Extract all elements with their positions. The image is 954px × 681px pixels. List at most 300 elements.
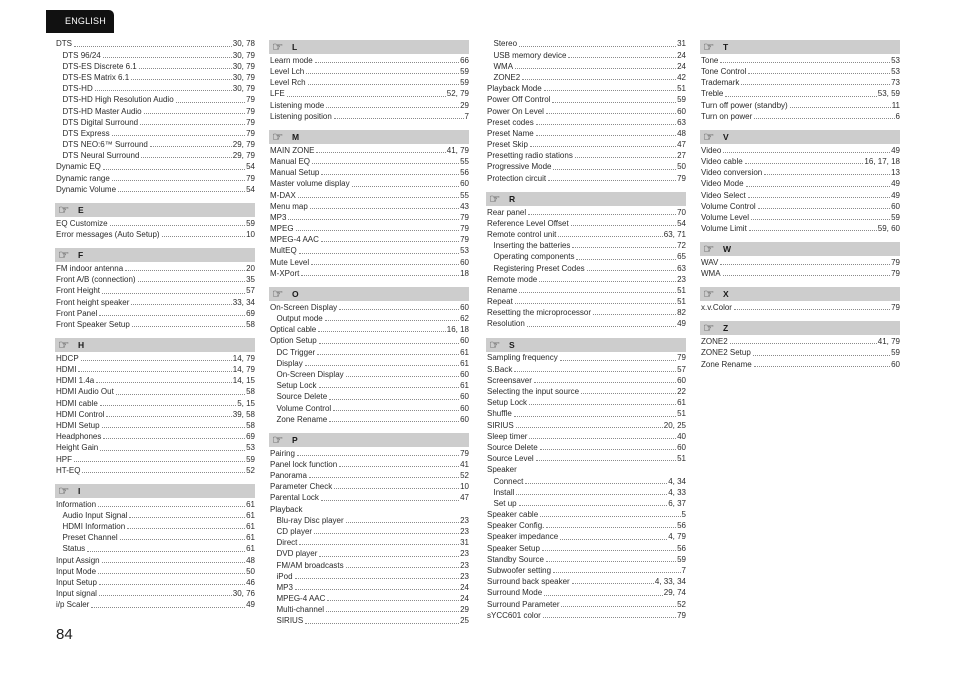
entry-label: Volume Level	[701, 212, 750, 222]
dot-leader	[297, 448, 459, 456]
dot-leader	[87, 543, 245, 551]
entry-page-numbers: 27	[677, 151, 686, 161]
dot-leader	[352, 178, 460, 186]
entry-page-numbers: 41, 79	[446, 145, 469, 155]
dot-leader	[758, 201, 890, 209]
dot-leader	[741, 77, 890, 85]
dot-leader	[529, 431, 676, 439]
entry-label: Protection circuit	[487, 173, 547, 183]
index-entry	[487, 520, 686, 531]
entry-page-numbers: 5, 15	[237, 398, 255, 408]
section-letter: E	[78, 204, 84, 215]
index-entry	[487, 610, 686, 621]
entry-page-numbers: 79	[891, 258, 900, 268]
dot-leader	[176, 94, 245, 102]
index-entry	[270, 481, 469, 492]
entry-label: DTS Neural Surround	[62, 151, 140, 161]
section-header	[700, 40, 900, 54]
index-entry	[56, 454, 255, 465]
dot-leader	[514, 364, 676, 372]
index-entry	[270, 302, 469, 313]
dot-leader	[325, 313, 459, 321]
entry-page-numbers: 53	[891, 55, 900, 65]
dot-leader	[310, 201, 459, 209]
entry-label: Trademark	[701, 78, 740, 88]
entry-page-numbers: 61	[677, 398, 686, 408]
entry-page-numbers: 7	[681, 566, 686, 576]
entry-label: MP3	[276, 582, 293, 592]
entry-page-numbers: 59	[891, 348, 900, 358]
index-entry	[487, 408, 686, 419]
index-entry	[487, 94, 686, 105]
index-entry	[701, 223, 900, 234]
dot-leader	[103, 431, 245, 439]
section-letter: X	[723, 289, 729, 300]
entry-label: HDMI cable	[56, 398, 98, 408]
section-header	[269, 130, 469, 144]
dot-leader	[540, 509, 680, 517]
dot-leader	[102, 555, 246, 563]
dot-leader	[568, 50, 676, 58]
index-entry	[701, 77, 900, 88]
dot-leader	[723, 145, 890, 153]
dot-leader	[528, 207, 676, 215]
index-entry	[56, 285, 255, 296]
dot-leader	[720, 257, 890, 265]
entry-page-numbers: 79	[460, 224, 469, 234]
entry-label: Speaker impedance	[487, 532, 559, 542]
entry-label: HDMI	[56, 365, 77, 375]
index-entry	[487, 543, 686, 554]
index-entry	[270, 190, 469, 201]
entry-label: Rear panel	[487, 207, 527, 217]
entry-label: Preset Skip	[487, 140, 528, 150]
dot-leader	[91, 599, 245, 607]
section-header	[700, 242, 900, 256]
entry-label: S.Back	[487, 364, 513, 374]
entry-label: Input signal	[56, 589, 97, 599]
entry-label: DTS-ES Discrete 6.1	[62, 61, 137, 71]
index-entry	[701, 167, 900, 178]
entry-label: Level Rch	[270, 78, 306, 88]
entry-label: DTS	[56, 39, 72, 49]
entry-page-numbers: 20	[246, 263, 255, 273]
entry-label: MPEG-4 AAC	[270, 235, 319, 245]
entry-page-numbers: 23	[460, 515, 469, 525]
index-subentry	[270, 347, 469, 358]
dot-leader	[534, 375, 676, 383]
entry-label: WAV	[701, 258, 719, 268]
entry-label: Height Gain	[56, 443, 99, 453]
dot-leader	[516, 420, 663, 428]
section-header	[700, 130, 900, 144]
dot-leader	[298, 190, 459, 198]
entry-label: Input Setup	[56, 578, 97, 588]
dot-leader	[96, 375, 232, 383]
entry-page-numbers: 31	[677, 39, 686, 49]
entry-label: Parental Lock	[270, 493, 319, 503]
dot-leader	[319, 380, 460, 388]
entry-label: Source Delete	[487, 442, 538, 452]
entry-label: Remote mode	[487, 274, 538, 284]
entry-label: Speaker	[487, 465, 517, 475]
entry-page-numbers: 14, 15	[232, 376, 255, 386]
pointing-hand-icon	[703, 321, 718, 335]
entry-page-numbers: 79	[677, 353, 686, 363]
dot-leader	[100, 442, 245, 450]
entry-label: sYCC601 color	[487, 610, 541, 620]
dot-leader	[542, 543, 676, 551]
entry-label: Tone Control	[701, 67, 747, 77]
index-entry	[487, 296, 686, 307]
dot-leader	[572, 576, 654, 584]
pointing-hand-icon	[489, 192, 504, 206]
dot-leader	[102, 420, 246, 428]
index-column	[701, 38, 900, 369]
dot-leader	[321, 234, 459, 242]
entry-label: Volume Limit	[701, 224, 747, 234]
entry-label: Video	[701, 145, 722, 155]
index-subentry	[56, 521, 255, 532]
entry-page-numbers: 82	[677, 308, 686, 318]
entry-label: Set up	[493, 498, 517, 508]
index-subentry	[56, 50, 255, 61]
entry-page-numbers: 30, 76	[232, 589, 255, 599]
entry-label: Selecting the input source	[487, 387, 580, 397]
index-entry	[270, 245, 469, 256]
entry-label: WMA	[493, 61, 514, 71]
dot-leader	[316, 145, 445, 153]
dot-leader	[162, 229, 245, 237]
entry-label: M-XPort	[270, 268, 300, 278]
entry-page-numbers: 60	[460, 179, 469, 189]
section-letter: P	[292, 434, 298, 445]
entry-page-numbers: 40	[677, 431, 686, 441]
section-letter: O	[292, 288, 299, 299]
entry-page-numbers: 65	[677, 252, 686, 262]
entry-label: DTS 96/24	[62, 50, 101, 60]
index-column	[487, 38, 686, 621]
index-entry	[487, 128, 686, 139]
dot-leader	[296, 223, 460, 231]
index-subentry	[487, 72, 686, 83]
dot-leader	[560, 352, 676, 360]
dot-leader	[295, 582, 459, 590]
entry-label: x.v.Color	[701, 303, 732, 313]
pointing-hand-icon	[703, 242, 718, 256]
entry-page-numbers: 4, 34	[668, 476, 686, 486]
index-entry	[56, 173, 255, 184]
dot-leader	[576, 251, 676, 259]
entry-page-numbers: 31	[460, 538, 469, 548]
entry-label: MP3	[270, 212, 287, 222]
index-entry	[487, 318, 686, 329]
dot-leader	[326, 100, 459, 108]
index-entry	[701, 347, 900, 358]
entry-page-numbers: 70	[677, 207, 686, 217]
entry-page-numbers: 41	[460, 459, 469, 469]
dot-leader	[544, 587, 663, 595]
entry-label: HDMI 1.4a	[56, 376, 95, 386]
index-entry	[270, 156, 469, 167]
entry-label: Playback	[270, 504, 303, 514]
dot-leader	[530, 139, 676, 147]
entry-label: Operating components	[493, 252, 575, 262]
entry-label: DTS-HD High Resolution Audio	[62, 95, 174, 105]
entry-page-numbers: 49	[891, 190, 900, 200]
entry-page-numbers: 50	[677, 162, 686, 172]
entry-label: Reference Level Offset	[487, 218, 569, 228]
index-entry	[487, 464, 686, 475]
index-entry	[56, 297, 255, 308]
dot-leader	[561, 599, 676, 607]
entry-label: MultEQ	[270, 246, 297, 256]
index-entry	[487, 218, 686, 229]
entry-page-numbers: 59, 60	[877, 224, 900, 234]
dot-leader	[144, 106, 245, 114]
entry-page-numbers: 43	[460, 201, 469, 211]
entry-label: DC Trigger	[276, 347, 316, 357]
dot-leader	[723, 268, 891, 276]
entry-label: Direct	[276, 538, 298, 548]
dot-leader	[754, 359, 890, 367]
dot-leader	[287, 88, 446, 96]
dot-leader	[514, 408, 676, 416]
index-entry	[56, 398, 255, 409]
dot-leader	[103, 161, 245, 169]
index-entry	[56, 353, 255, 364]
index-entry	[56, 420, 255, 431]
index-subentry	[270, 582, 469, 593]
entry-page-numbers: 60	[460, 302, 469, 312]
dot-leader	[546, 106, 676, 114]
index-entry	[487, 352, 686, 363]
dot-leader	[593, 307, 676, 315]
dot-leader	[312, 156, 459, 164]
pointing-hand-icon	[272, 130, 287, 144]
index-entry	[56, 599, 255, 610]
index-subentry	[56, 128, 255, 139]
dot-leader	[790, 100, 891, 108]
entry-page-numbers: 29, 74	[663, 588, 686, 598]
entry-label: DVD player	[276, 549, 318, 559]
entry-page-numbers: 79	[246, 95, 255, 105]
entry-label: Multi-channel	[276, 605, 325, 615]
dot-leader	[129, 510, 245, 518]
index-entry	[56, 263, 255, 274]
dot-leader	[139, 61, 232, 69]
index-entry	[56, 588, 255, 599]
index-subentry	[56, 543, 255, 554]
entry-page-numbers: 23	[677, 274, 686, 284]
index-entry	[270, 223, 469, 234]
index-subentry	[487, 476, 686, 487]
index-subentry	[56, 117, 255, 128]
pointing-hand-icon	[272, 433, 287, 447]
entry-page-numbers: 60	[891, 359, 900, 369]
entry-label: Zone Rename	[701, 359, 752, 369]
entry-page-numbers: 22	[677, 387, 686, 397]
dot-leader	[319, 335, 459, 343]
index-entry	[701, 302, 900, 313]
entry-page-numbers: 51	[677, 297, 686, 307]
index-entry	[270, 201, 469, 212]
section-header	[486, 338, 686, 352]
entry-label: Install	[493, 487, 515, 497]
entry-label: Repeat	[487, 297, 513, 307]
entry-label: Surround Mode	[487, 588, 543, 598]
dot-leader	[536, 128, 676, 136]
entry-page-numbers: 29	[460, 605, 469, 615]
dot-leader	[745, 156, 864, 164]
entry-page-numbers: 10	[460, 482, 469, 492]
index-subentry	[56, 72, 255, 83]
entry-label: Source Delete	[276, 392, 328, 402]
entry-page-numbers: 79	[891, 269, 900, 279]
index-subentry	[56, 532, 255, 543]
index-entry	[270, 66, 469, 77]
entry-label: HPF	[56, 454, 72, 464]
entry-label: Level Lch	[270, 67, 305, 77]
entry-page-numbers: 79	[246, 106, 255, 116]
entry-page-numbers: 52	[460, 471, 469, 481]
index-entry	[270, 77, 469, 88]
entry-label: Surround back speaker	[487, 577, 570, 587]
dot-leader	[74, 454, 245, 462]
dot-leader	[295, 571, 460, 579]
entry-label: HDMI Audio Out	[56, 387, 114, 397]
entry-page-numbers: 60	[460, 414, 469, 424]
dot-leader	[288, 212, 459, 220]
entry-page-numbers: 16, 18	[446, 325, 469, 335]
dot-leader	[321, 167, 459, 175]
entry-page-numbers: 61	[246, 510, 255, 520]
index-entry	[270, 145, 469, 156]
index-subentry	[56, 150, 255, 161]
index-subentry	[487, 487, 686, 498]
dot-leader	[317, 347, 459, 355]
entry-label: HDCP	[56, 353, 79, 363]
entry-page-numbers: 7	[464, 111, 469, 121]
entry-label: ZONE2 Setup	[701, 348, 751, 358]
entry-page-numbers: 24	[677, 61, 686, 71]
entry-page-numbers: 33, 34	[232, 297, 255, 307]
entry-label: Blu-ray Disc player	[276, 515, 344, 525]
language-tab: ENGLISH	[46, 10, 114, 33]
entry-label: Rename	[487, 285, 518, 295]
index-entry	[56, 566, 255, 577]
dot-leader	[127, 521, 245, 529]
index-entry	[487, 599, 686, 610]
index-subentry	[487, 38, 686, 49]
entry-label: Sleep timer	[487, 431, 528, 441]
entry-page-numbers: 23	[460, 526, 469, 536]
entry-page-numbers: 18	[460, 268, 469, 278]
entry-page-numbers: 35	[246, 275, 255, 285]
index-entry	[487, 576, 686, 587]
dot-leader	[751, 212, 890, 220]
entry-label: Audio Input Signal	[62, 510, 128, 520]
dot-leader	[301, 268, 459, 276]
index-entry	[270, 324, 469, 335]
entry-label: Screensaver	[487, 375, 532, 385]
entry-page-numbers: 61	[460, 358, 469, 368]
dot-leader	[308, 77, 460, 85]
entry-label: Setup Lock	[487, 398, 528, 408]
index-entry	[487, 117, 686, 128]
dot-leader	[309, 470, 459, 478]
entry-page-numbers: 61	[460, 347, 469, 357]
pointing-hand-icon	[272, 287, 287, 301]
entry-page-numbers: 60	[677, 375, 686, 385]
entry-label: iPod	[276, 571, 293, 581]
section-letter: R	[509, 193, 516, 204]
dot-leader	[82, 465, 245, 473]
index-entry	[270, 111, 469, 122]
index-entry	[487, 375, 686, 386]
index-subentry	[487, 240, 686, 251]
index-entry	[56, 555, 255, 566]
entry-label: Preset Channel	[62, 533, 118, 543]
entry-label: Video cable	[701, 156, 743, 166]
dot-leader	[515, 296, 676, 304]
dot-leader	[536, 453, 676, 461]
entry-page-numbers: 48	[246, 555, 255, 565]
dot-leader	[140, 117, 245, 125]
index-entry	[701, 111, 900, 122]
index-entry	[701, 66, 900, 77]
entry-label: SIRIUS	[487, 420, 514, 430]
index-entry	[56, 442, 255, 453]
entry-page-numbers: 69	[246, 432, 255, 442]
index-subentry	[56, 106, 255, 117]
entry-label: Standby Source	[487, 554, 544, 564]
dot-leader	[339, 302, 459, 310]
entry-page-numbers: 30, 79	[232, 72, 255, 82]
index-entry	[56, 184, 255, 195]
dot-leader	[339, 459, 459, 467]
pointing-hand-icon	[703, 40, 718, 54]
entry-label: Setup Lock	[276, 381, 317, 391]
entry-page-numbers: 79	[460, 212, 469, 222]
entry-label: WMA	[701, 269, 721, 279]
entry-page-numbers: 24	[460, 594, 469, 604]
entry-label: Manual EQ	[270, 156, 311, 166]
entry-label: Manual Setup	[270, 168, 320, 178]
dot-leader	[100, 398, 236, 406]
entry-page-numbers: 79	[677, 610, 686, 620]
entry-page-numbers: 24	[677, 50, 686, 60]
entry-label: Input Assign	[56, 555, 100, 565]
index-subentry	[270, 526, 469, 537]
entry-label: Video Mode	[701, 179, 744, 189]
index-entry	[701, 55, 900, 66]
dot-leader	[558, 229, 662, 237]
entry-page-numbers: 79	[246, 117, 255, 127]
index-entry	[487, 173, 686, 184]
entry-label: MPEG	[270, 224, 294, 234]
entry-page-numbers: 11	[891, 100, 900, 110]
entry-page-numbers: 79	[891, 303, 900, 313]
entry-page-numbers: 54	[677, 218, 686, 228]
entry-page-numbers: 61	[246, 499, 255, 509]
section-header	[55, 484, 255, 498]
entry-label: USB memory device	[493, 50, 567, 60]
dot-leader	[734, 302, 890, 310]
entry-label: Sampling frequency	[487, 353, 558, 363]
dot-leader	[536, 117, 676, 125]
dot-leader	[334, 481, 459, 489]
